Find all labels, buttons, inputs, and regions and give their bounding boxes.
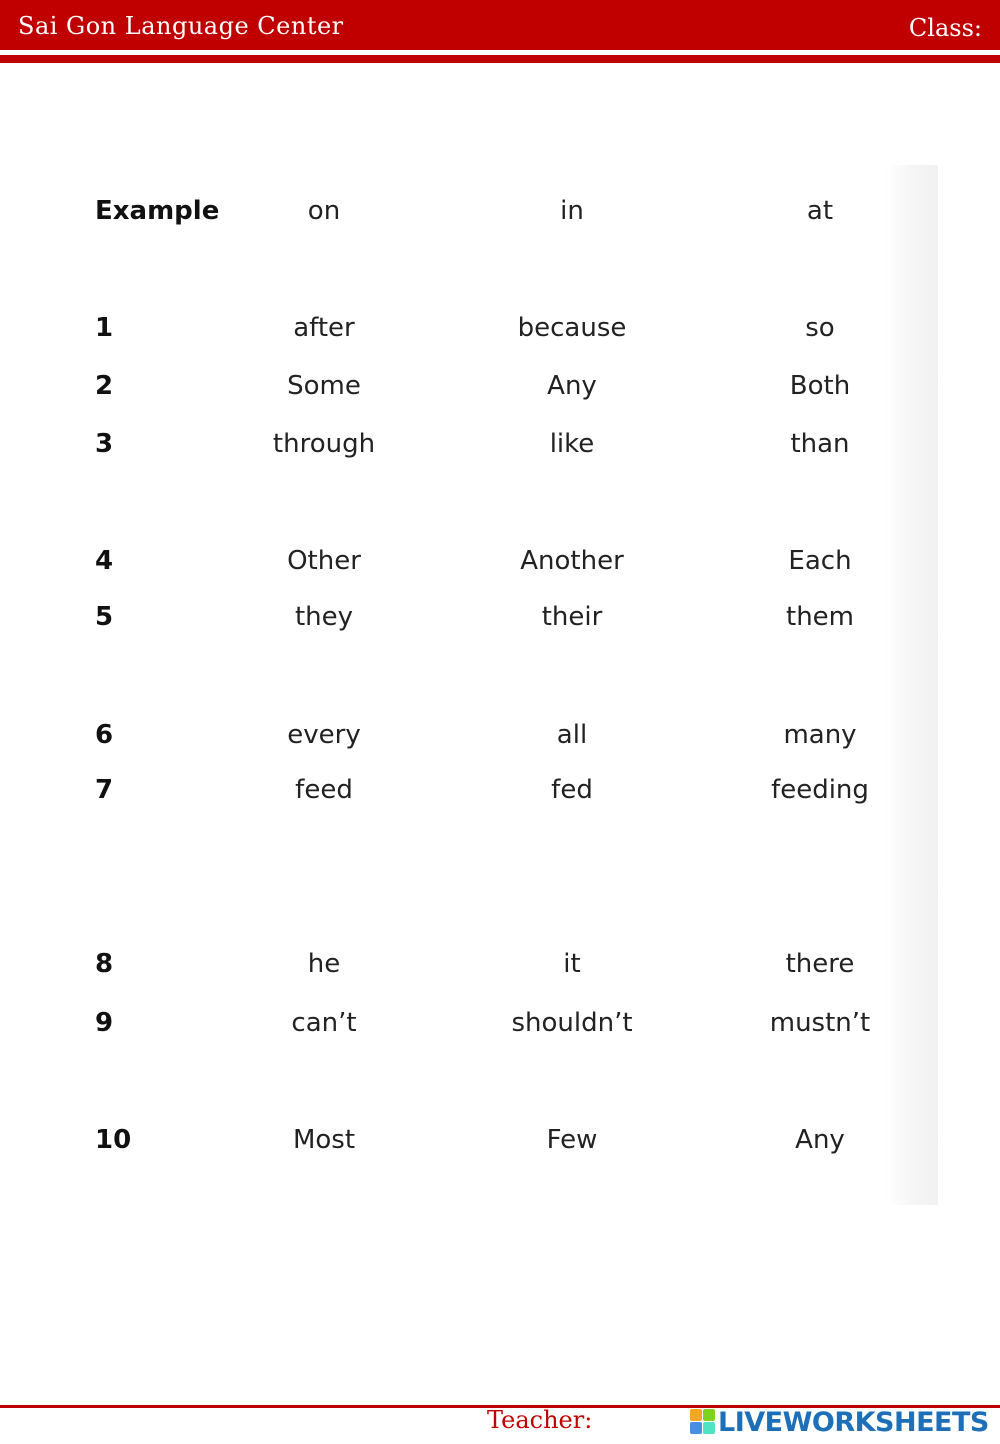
table-row [0, 775, 1000, 815]
option-a[interactable]: Other [287, 546, 361, 576]
option-c[interactable]: than [790, 429, 850, 459]
option-b[interactable]: in [560, 196, 584, 226]
table-row [0, 313, 1000, 353]
option-a[interactable]: Most [292, 1125, 356, 1155]
option-a[interactable]: can’t [291, 1008, 357, 1038]
row-label: 4 [95, 546, 114, 576]
row-label: 1 [95, 313, 114, 343]
class-label: Class: [908, 14, 982, 42]
option-b[interactable]: Few [546, 1125, 598, 1155]
option-b[interactable]: fed [551, 775, 593, 805]
teacher-label: Teacher: [487, 1406, 593, 1434]
row-label: 5 [95, 602, 114, 632]
option-c[interactable]: there [785, 949, 855, 979]
option-b[interactable]: it [563, 949, 581, 979]
option-b[interactable]: shouldn’t [511, 1008, 633, 1038]
table-row [0, 1125, 1000, 1165]
table-row [0, 371, 1000, 411]
option-c[interactable]: so [805, 313, 835, 343]
row-label: 3 [95, 429, 114, 459]
row-label: 6 [95, 720, 114, 750]
row-label: 10 [95, 1125, 132, 1155]
option-c[interactable]: Each [788, 546, 852, 576]
option-c[interactable]: them [786, 602, 854, 632]
option-c[interactable]: feeding [771, 775, 869, 805]
table-row [0, 546, 1000, 586]
table-row [0, 429, 1000, 469]
table-row [0, 720, 1000, 760]
table-row [0, 949, 1000, 989]
option-b[interactable]: Any [547, 371, 597, 401]
option-c[interactable]: mustn’t [769, 1008, 871, 1038]
table-row [0, 602, 1000, 642]
header-bar [0, 0, 1000, 50]
option-a[interactable]: feed [295, 775, 353, 805]
option-c[interactable]: Any [795, 1125, 845, 1155]
brand-name: LIVEWORKSHEETS [718, 1406, 989, 1438]
option-c[interactable]: at [806, 196, 834, 226]
center-name: Sai Gon Language Center [18, 12, 344, 40]
option-a[interactable]: through [272, 429, 376, 459]
liveworksheets-logo-icon [690, 1409, 716, 1435]
option-a[interactable]: on [307, 196, 341, 226]
row-label: 7 [95, 775, 114, 805]
row-label: Example [95, 196, 220, 226]
option-b[interactable]: their [541, 602, 603, 632]
row-label: 2 [95, 371, 114, 401]
liveworksheets-logo[interactable] [690, 1404, 989, 1440]
option-a[interactable]: they [294, 602, 354, 632]
header-divider [0, 55, 1000, 63]
option-c[interactable]: many [783, 720, 857, 750]
row-label: 9 [95, 1008, 114, 1038]
option-c[interactable]: Both [789, 371, 851, 401]
table-row [0, 196, 1000, 236]
option-b[interactable]: because [517, 313, 627, 343]
table-row [0, 1008, 1000, 1048]
option-a[interactable]: every [287, 720, 361, 750]
option-a[interactable]: Some [287, 371, 361, 401]
option-a[interactable]: he [307, 949, 341, 979]
option-b[interactable]: Another [520, 546, 624, 576]
option-b[interactable]: all [556, 720, 588, 750]
option-a[interactable]: after [293, 313, 355, 343]
option-b[interactable]: like [549, 429, 595, 459]
row-label: 8 [95, 949, 114, 979]
